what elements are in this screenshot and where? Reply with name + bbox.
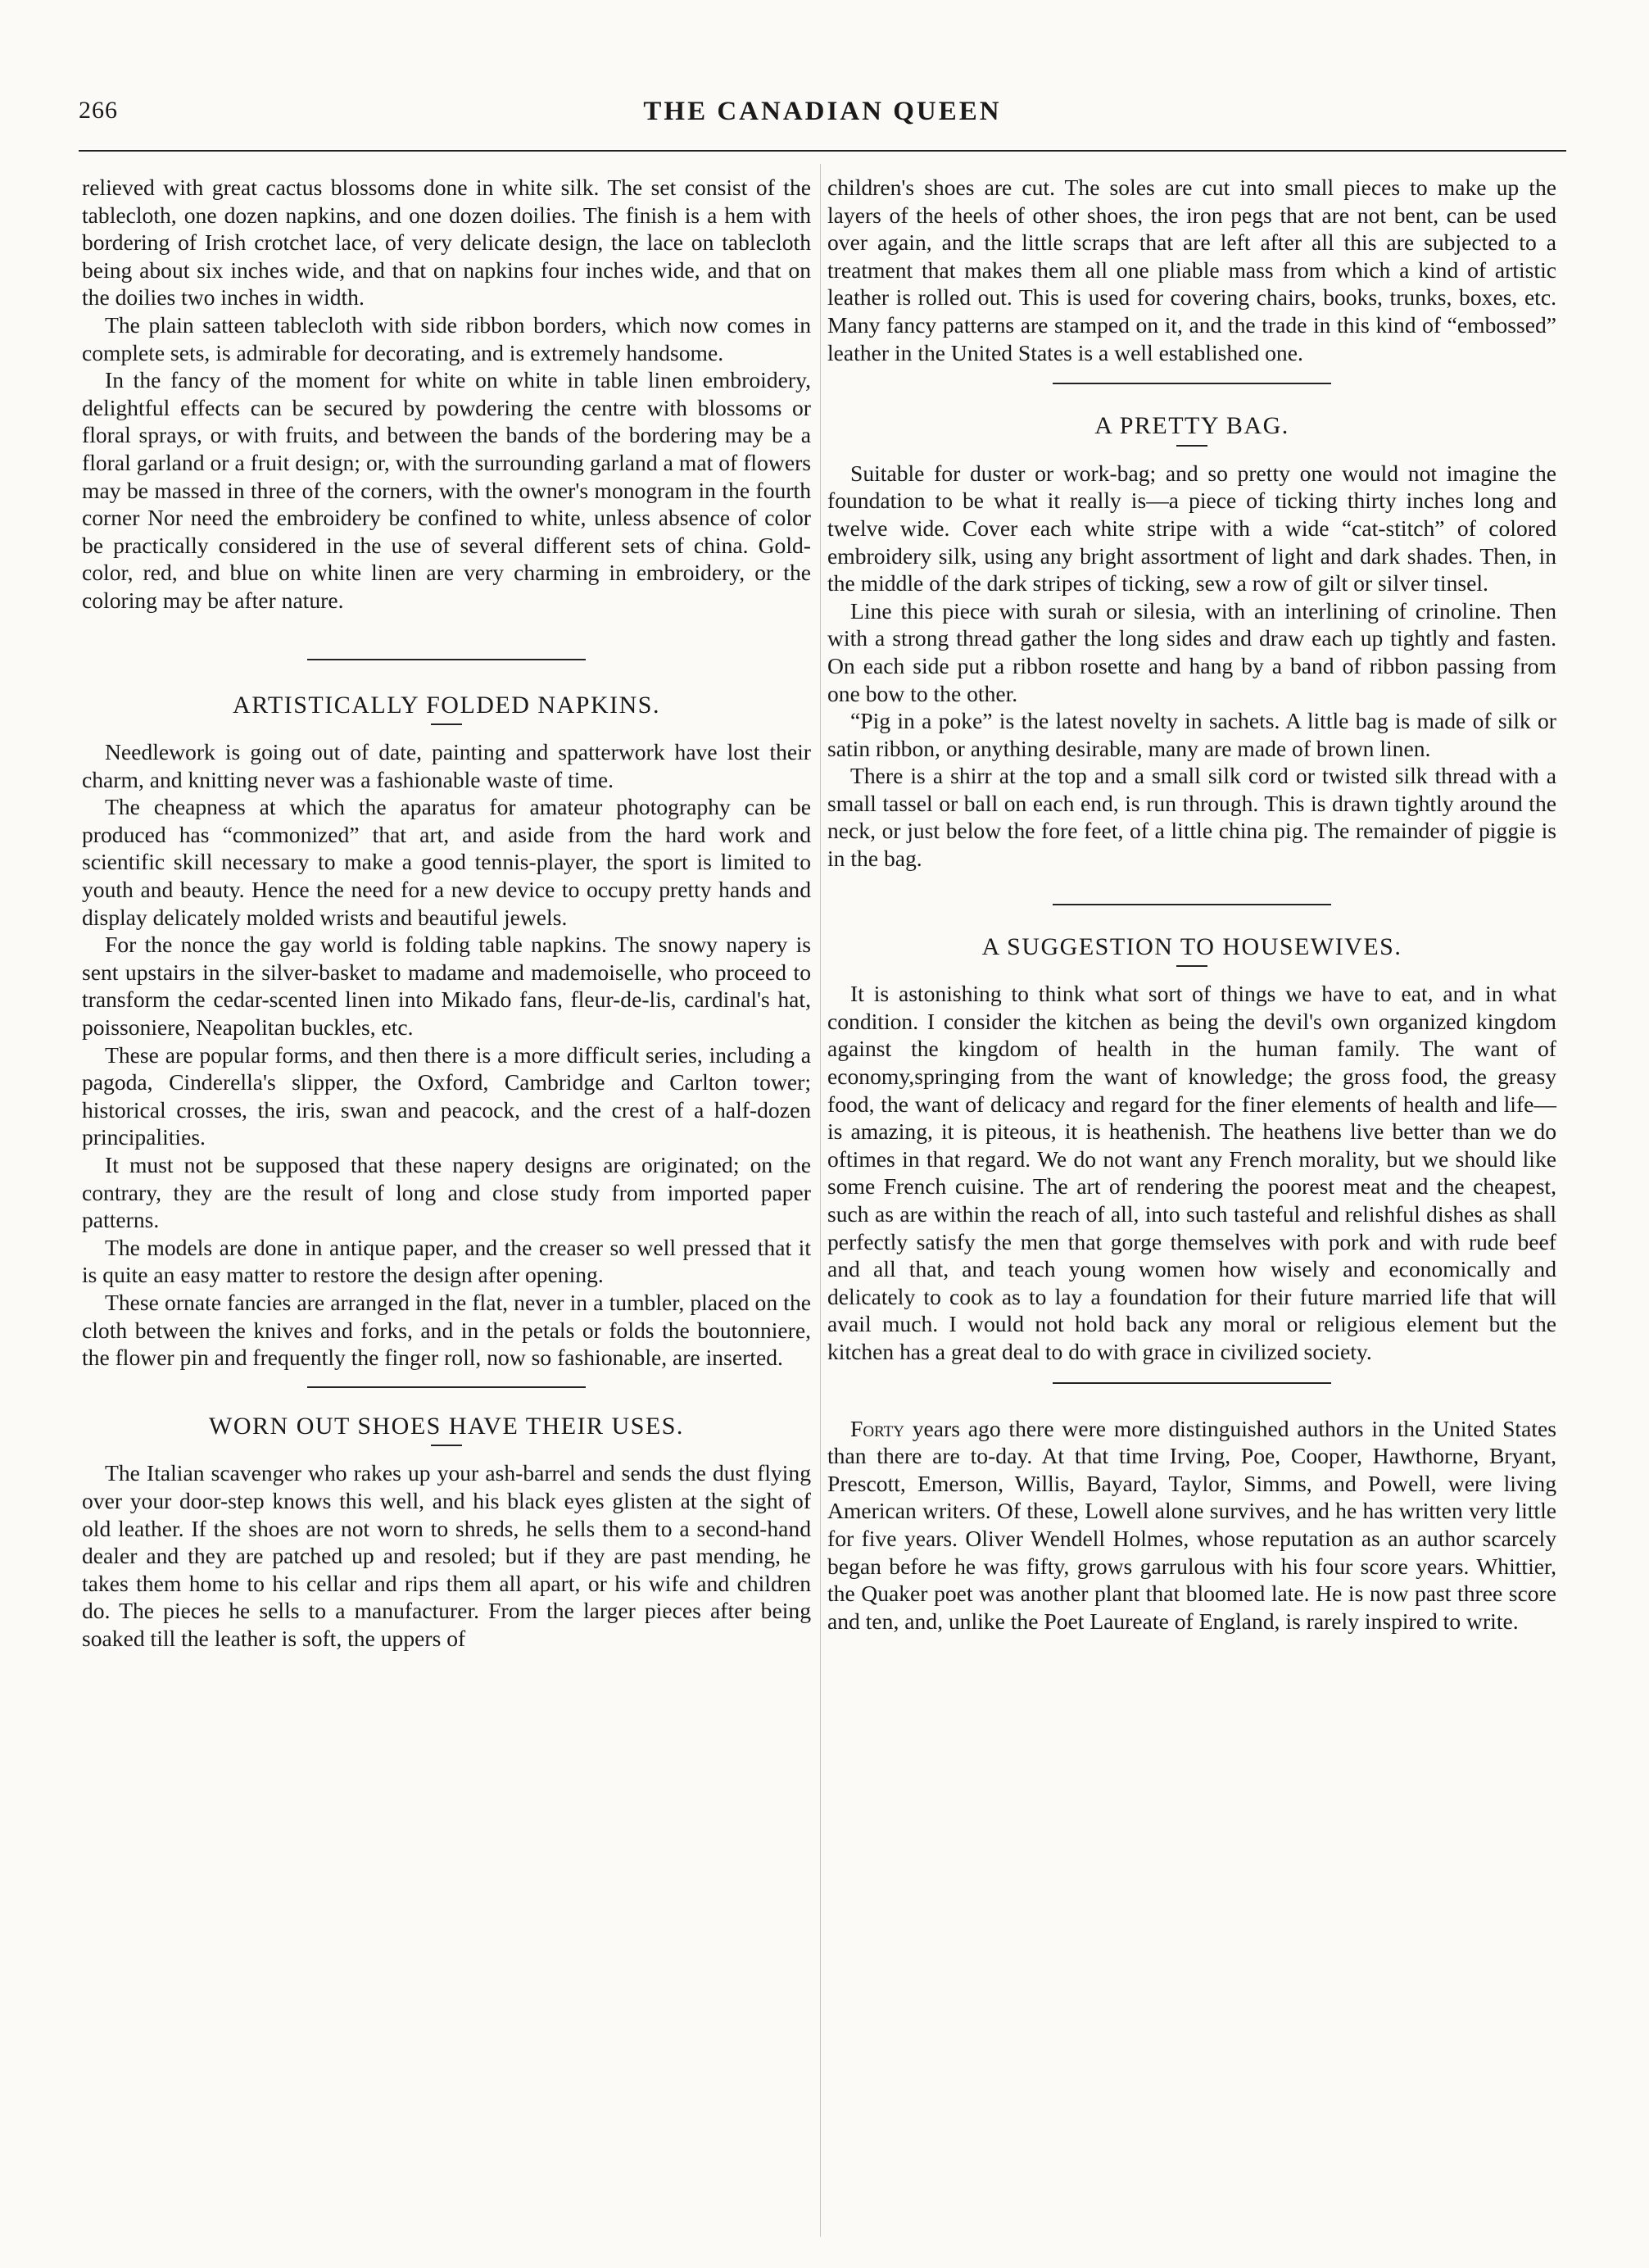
paragraph: relieved with great cactus blossoms done in white silk. The set consist of the tablecloth, one dozen napkins, and one dozen doilies. The finish is a hem with bordering of Irish crotchet lace, of very delicate design, the lace on tablecloth being about six inches wide, and that on napkins four inches wide, and that on the doilies two inches in width. <box>82 175 811 311</box>
paragraph: It is astonishing to think what sort of things we have to eat, and in what condition. I consider the kitchen as being the devil's own organized kingdom against the kingdom of health in the human family. The want of economy,springing from the want of knowledge; the gross food, the greasy food, the want of delicacy and regard for the finer elements of health and life—is amazing, it is piteous, it is heathenish. The heathens live better than we do oftimes in that regard. We do not want any French morality, but we should like some French cuisine. The art of rendering the poorest meat and the cheapest, such as are within the reach of all, into such tasteful and relishful dishes as shall perfectly satisfy the men that gorge themselves with pork and with rude beef and all that, and teach young women how wisely and economically and delicately to cook as to lay a foundation for their future married life that will avail much. I would not hold back any moral or religious element but the kitchen has a great deal to do with grace in civilized society. <box>827 981 1556 1364</box>
running-title: THE CANADIAN QUEEN <box>643 97 1002 126</box>
paragraph-authors <box>827 1415 1556 1635</box>
page-number: 266 <box>79 97 118 124</box>
paragraph: The plain satteen tablecloth with side ribbon borders, which now comes in complete sets, is admirable for decorating, and is extremely handsome. <box>82 311 811 365</box>
paragraph: children's shoes are cut. The soles are cut into small pieces to make up the layers of the heels of other shoes, the iron pegs that are not bent, can be used over again, and the little scraps that are left after all this are subjected to a treatment that makes them all one pliable mass from which a kind of artistic leather is rolled out. This is used for covering chairs, books, trunks, boxes, etc. Many fancy patterns are stamped on it, and the trade in this kind of “embossed” leather in the United States is a well established one. <box>827 175 1556 365</box>
lead-word: Forty <box>850 1415 904 1441</box>
paragraph: These are popular forms, and then there is a more difficult series, including a pagoda, Cinderella's slipper, the Oxford, Cambridge and Carlton tower; historical crosses, the iris, swan and peacock, and the crest of a half-dozen principalities. <box>82 1041 811 1150</box>
paragraph: For the nonce the gay world is folding table napkins. The snowy napery is sent upstairs in the silver-basket to madame and mademoiselle, who proceed to transform the cedar-scented linen into Mikado fans, fleur-de-lis, cardinal's hat, poissoniere, Neapolitan buckles, etc. <box>82 932 811 1041</box>
section-heading-napkins: ARTISTICALLY FOLDED NAPKINS. <box>233 691 660 719</box>
paragraph: Line this piece with surah or silesia, with an interlining of crinoline. Then with a strong thread gather the long sides and draw each up tightly and fasten. On each side put a ribbon rosette and hang by a band of ribbon passing from one bow to the other. <box>827 597 1556 706</box>
paragraph: These ornate fancies are arranged in the flat, never in a tumbler, placed on the cloth between the knives and forks, and in the petals or folds the boutonniere, the flower pin and frequently the finger roll, now so fashionable, are inserted. <box>82 1289 811 1371</box>
section-heading-bag: A PRETTY BAG. <box>1094 412 1289 440</box>
paragraph: The Italian scavenger who rakes up your ash-barrel and sends the dust flying over your door-step knows this well, and his black eyes glisten at the sight of old leather. If the shoes are not worn to shreds, he sells them to a second-hand dealer and they are patched up and resoled; but if they are past mending, he takes them home to his cellar and rips them all apart, or his wife and children do. The pieces he sells to a manufacturer. From the larger pieces after being soaked till the leather is soft, the uppers of <box>82 1460 811 1651</box>
paragraph: It must not be supposed that these napery designs are originated; on the contrary, they are the result of long and close study from imported paper patterns. <box>82 1152 811 1233</box>
column-divider <box>820 164 821 2237</box>
page-header <box>79 97 1566 138</box>
section-heading-shoes: WORN OUT SHOES HAVE THEIR USES. <box>209 1412 684 1440</box>
paragraph: In the fancy of the moment for white on white in table linen embroidery, delightful effects can be secured by powdering the centre with blossoms or floral sprays, or with fruits, and between the bands of the bordering may be a floral garland or a fruit design; or, with the surrounding garland a mat of flowers may be massed in three of the corners, with the owner's monogram in the fourth corner Nor need the embroidery be confined to white, unless absence of color be practically considered in the use of several different sets of china. Gold-color, red, and blue on white linen are very charming in embroidery, or the coloring may be after nature. <box>82 367 811 613</box>
paragraph: The cheapness at which the aparatus for amateur photography can be produced has “commonized” that art, and aside from the hard work and scientific skill necessary to make a good tennis-player, the sport is limited to youth and beauty. Hence the need for a new device to occupy pretty hands and display delicately molded wrists and beautiful jewels. <box>82 794 811 930</box>
paragraph: Needlework is going out of date, painting and spatterwork have lost their charm, and knitting never was a fashionable waste of time. <box>82 739 811 792</box>
paragraph: The models are done in antique paper, and the creaser so well pressed that it is quite an easy matter to restore the design after opening. <box>82 1234 811 1288</box>
paragraph: “Pig in a poke” is the latest novelty in sachets. A little bag is made of silk or satin ribbon, or anything desirable, many are made of brown linen. <box>827 708 1556 761</box>
header-rule <box>79 150 1566 152</box>
paragraph: Suitable for duster or work-bag; and so pretty one would not imagine the foundation to be what it really is—a piece of ticking thirty inches long and twelve wide. Cover each white stripe with a wide “cat-stitch” of colored embroidery silk, using any bright assortment of light and dark shades. Then, in the middle of the dark stripes of ticking, sew a row of gilt or silver tinsel. <box>827 460 1556 596</box>
section-heading-housewives: A SUGGESTION TO HOUSEWIVES. <box>981 932 1402 960</box>
paragraph-text: years ago there were more distinguished authors in the United States than there are to-day. At that time Irving, Poe, Cooper, Hawthorne, Bryant, Prescott, Emerson, Willis, Bayard, Taylor, Simms, and Powell, were living American writers. Of these, Lowell alone survives, and he has written very little for five years. Oliver Wendell Holmes, whose reputation as an author scarcely began before he was fifty, grows garrulous with his four score years. Whittier, the Quaker poet was another plant that bloomed late. He is now past three score and ten, and, unlike the Poet Laureate of England, is rarely inspired to write. <box>827 1415 1556 1634</box>
paragraph: There is a shirr at the top and a small silk cord or twisted silk thread with a small tassel or ball on each end, is run through. This is drawn tightly around the neck, or just below the fore feet, of a little china pig. The remainder of piggie is in the bag. <box>827 763 1556 872</box>
right-column <box>827 174 1556 1635</box>
left-column <box>82 174 811 1653</box>
